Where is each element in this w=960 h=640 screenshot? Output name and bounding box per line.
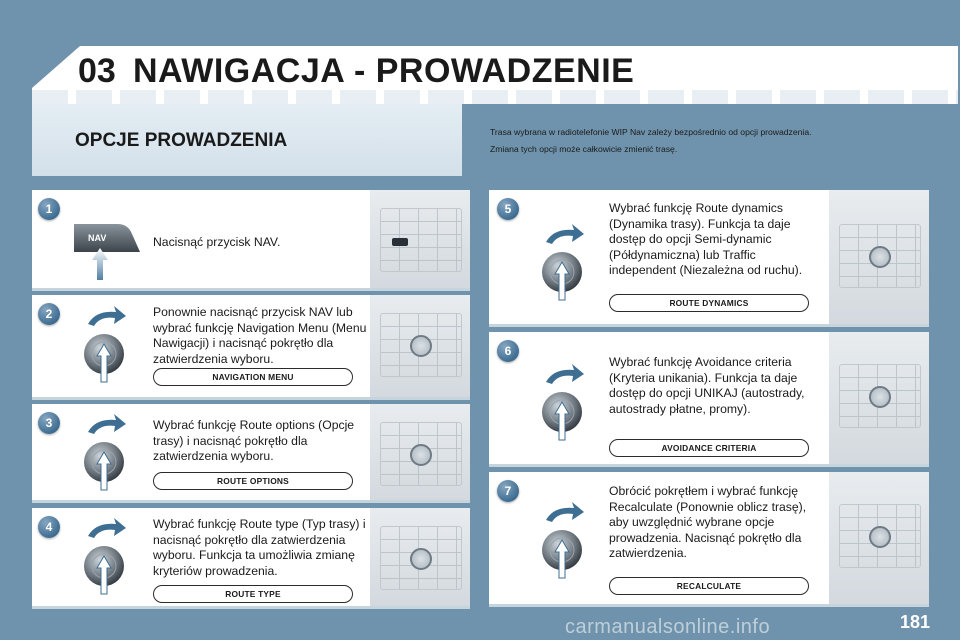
header-stripe	[32, 90, 958, 104]
rotary-knob-icon	[534, 500, 594, 580]
menu-item-route-options[interactable]: ROUTE OPTIONS	[153, 472, 353, 490]
menu-item-route-type[interactable]: ROUTE TYPE	[153, 585, 353, 603]
step-5-badge: 5	[497, 198, 519, 220]
rotary-knob-icon	[76, 304, 136, 384]
watermark: carmanualsonline.info	[565, 616, 771, 638]
step-2-text: Ponownie nacisnąć przycisk NAV lub wybrać funkcję Navigation Menu (Menu Nawigacji) i nacisnąć pokrętło dla zatwierdzenia wyboru.	[153, 305, 367, 366]
rotary-knob-icon	[534, 362, 594, 442]
chapter-number: 03	[78, 52, 116, 90]
radio-photo	[829, 332, 929, 464]
step-4-badge: 4	[38, 516, 60, 538]
radio-photo	[370, 295, 470, 397]
step-3-badge: 3	[38, 412, 60, 434]
step-1-badge: 1	[38, 198, 60, 220]
nav-button-highlight	[392, 238, 408, 246]
menu-item-route-dynamics[interactable]: ROUTE DYNAMICS	[609, 294, 809, 312]
menu-item-recalculate[interactable]: RECALCULATE	[609, 577, 809, 595]
menu-item-navigation-menu[interactable]: NAVIGATION MENU	[153, 368, 353, 386]
radio-photo	[829, 472, 929, 604]
rotary-knob-icon	[76, 516, 136, 596]
radio-knob-highlight	[410, 444, 432, 466]
page-number: 181	[899, 612, 930, 632]
intro-text	[490, 124, 930, 158]
step-7-text: Obrócić pokrętłem i wybrać funkcję Recalculate (Ponownie oblicz trasę), aby uwzględnić wybrane opcje prowadzenia. Nacisnąć pokrętło dla zatwierdzenia.	[609, 484, 807, 560]
page-title: NAWIGACJA - PROWADZENIE	[133, 52, 635, 90]
radio-knob-highlight	[410, 335, 432, 357]
radio-photo	[829, 190, 929, 324]
intro-line-1: Trasa wybrana w radiotelefonie WIP Nav zależy bezpośrednio od opcji prowadzenia.	[490, 127, 812, 137]
radio-knob-highlight	[410, 548, 432, 570]
rotary-knob-icon	[534, 222, 594, 302]
section-title: OPCJE PROWADZENIA	[75, 130, 288, 151]
step-7-badge: 7	[497, 480, 519, 502]
radio-knob-highlight	[869, 526, 891, 548]
rotary-knob-icon	[76, 412, 136, 492]
step-3-text: Wybrać funkcję Route options (Opcje trasy) i nacisnąć pokrętło dla zatwierdzenia wyboru.	[153, 418, 355, 463]
radio-knob-highlight	[869, 246, 891, 268]
step-5-text: Wybrać funkcję Route dynamics (Dynamika trasy). Funkcja ta daje dostęp do opcji Semi-dynamic (Półdynamiczna) lub Traffic independent (Niezależna od ruchu).	[609, 201, 803, 277]
radio-photo	[370, 508, 470, 606]
intro-line-2: Zmiana tych opcji może całkowicie zmienić trasę.	[490, 144, 678, 154]
radio-photo	[370, 190, 470, 288]
step-4-text: Wybrać funkcję Route type (Typ trasy) i nacisnąć pokrętło dla zatwierdzenia wyboru. Funkcja ta umożliwia zmianę kryteriów prowadzenia.	[153, 517, 366, 578]
menu-item-avoidance-criteria[interactable]: AVOIDANCE CRITERIA	[609, 439, 809, 457]
nav-key-icon	[70, 208, 146, 284]
step-6-text: Wybrać funkcję Avoidance criteria (Kryteria unikania). Funkcja ta daje dostęp do opcji UNIKAJ (autostrady, autostrady płatne, promy).	[609, 355, 805, 416]
radio-knob-highlight	[869, 386, 891, 408]
nav-key-label: NAV	[88, 233, 107, 243]
step-2-badge: 2	[38, 303, 60, 325]
step-6-badge: 6	[497, 340, 519, 362]
radio-photo	[370, 404, 470, 500]
step-1-text: Nacisnąć przycisk NAV.	[153, 235, 281, 249]
